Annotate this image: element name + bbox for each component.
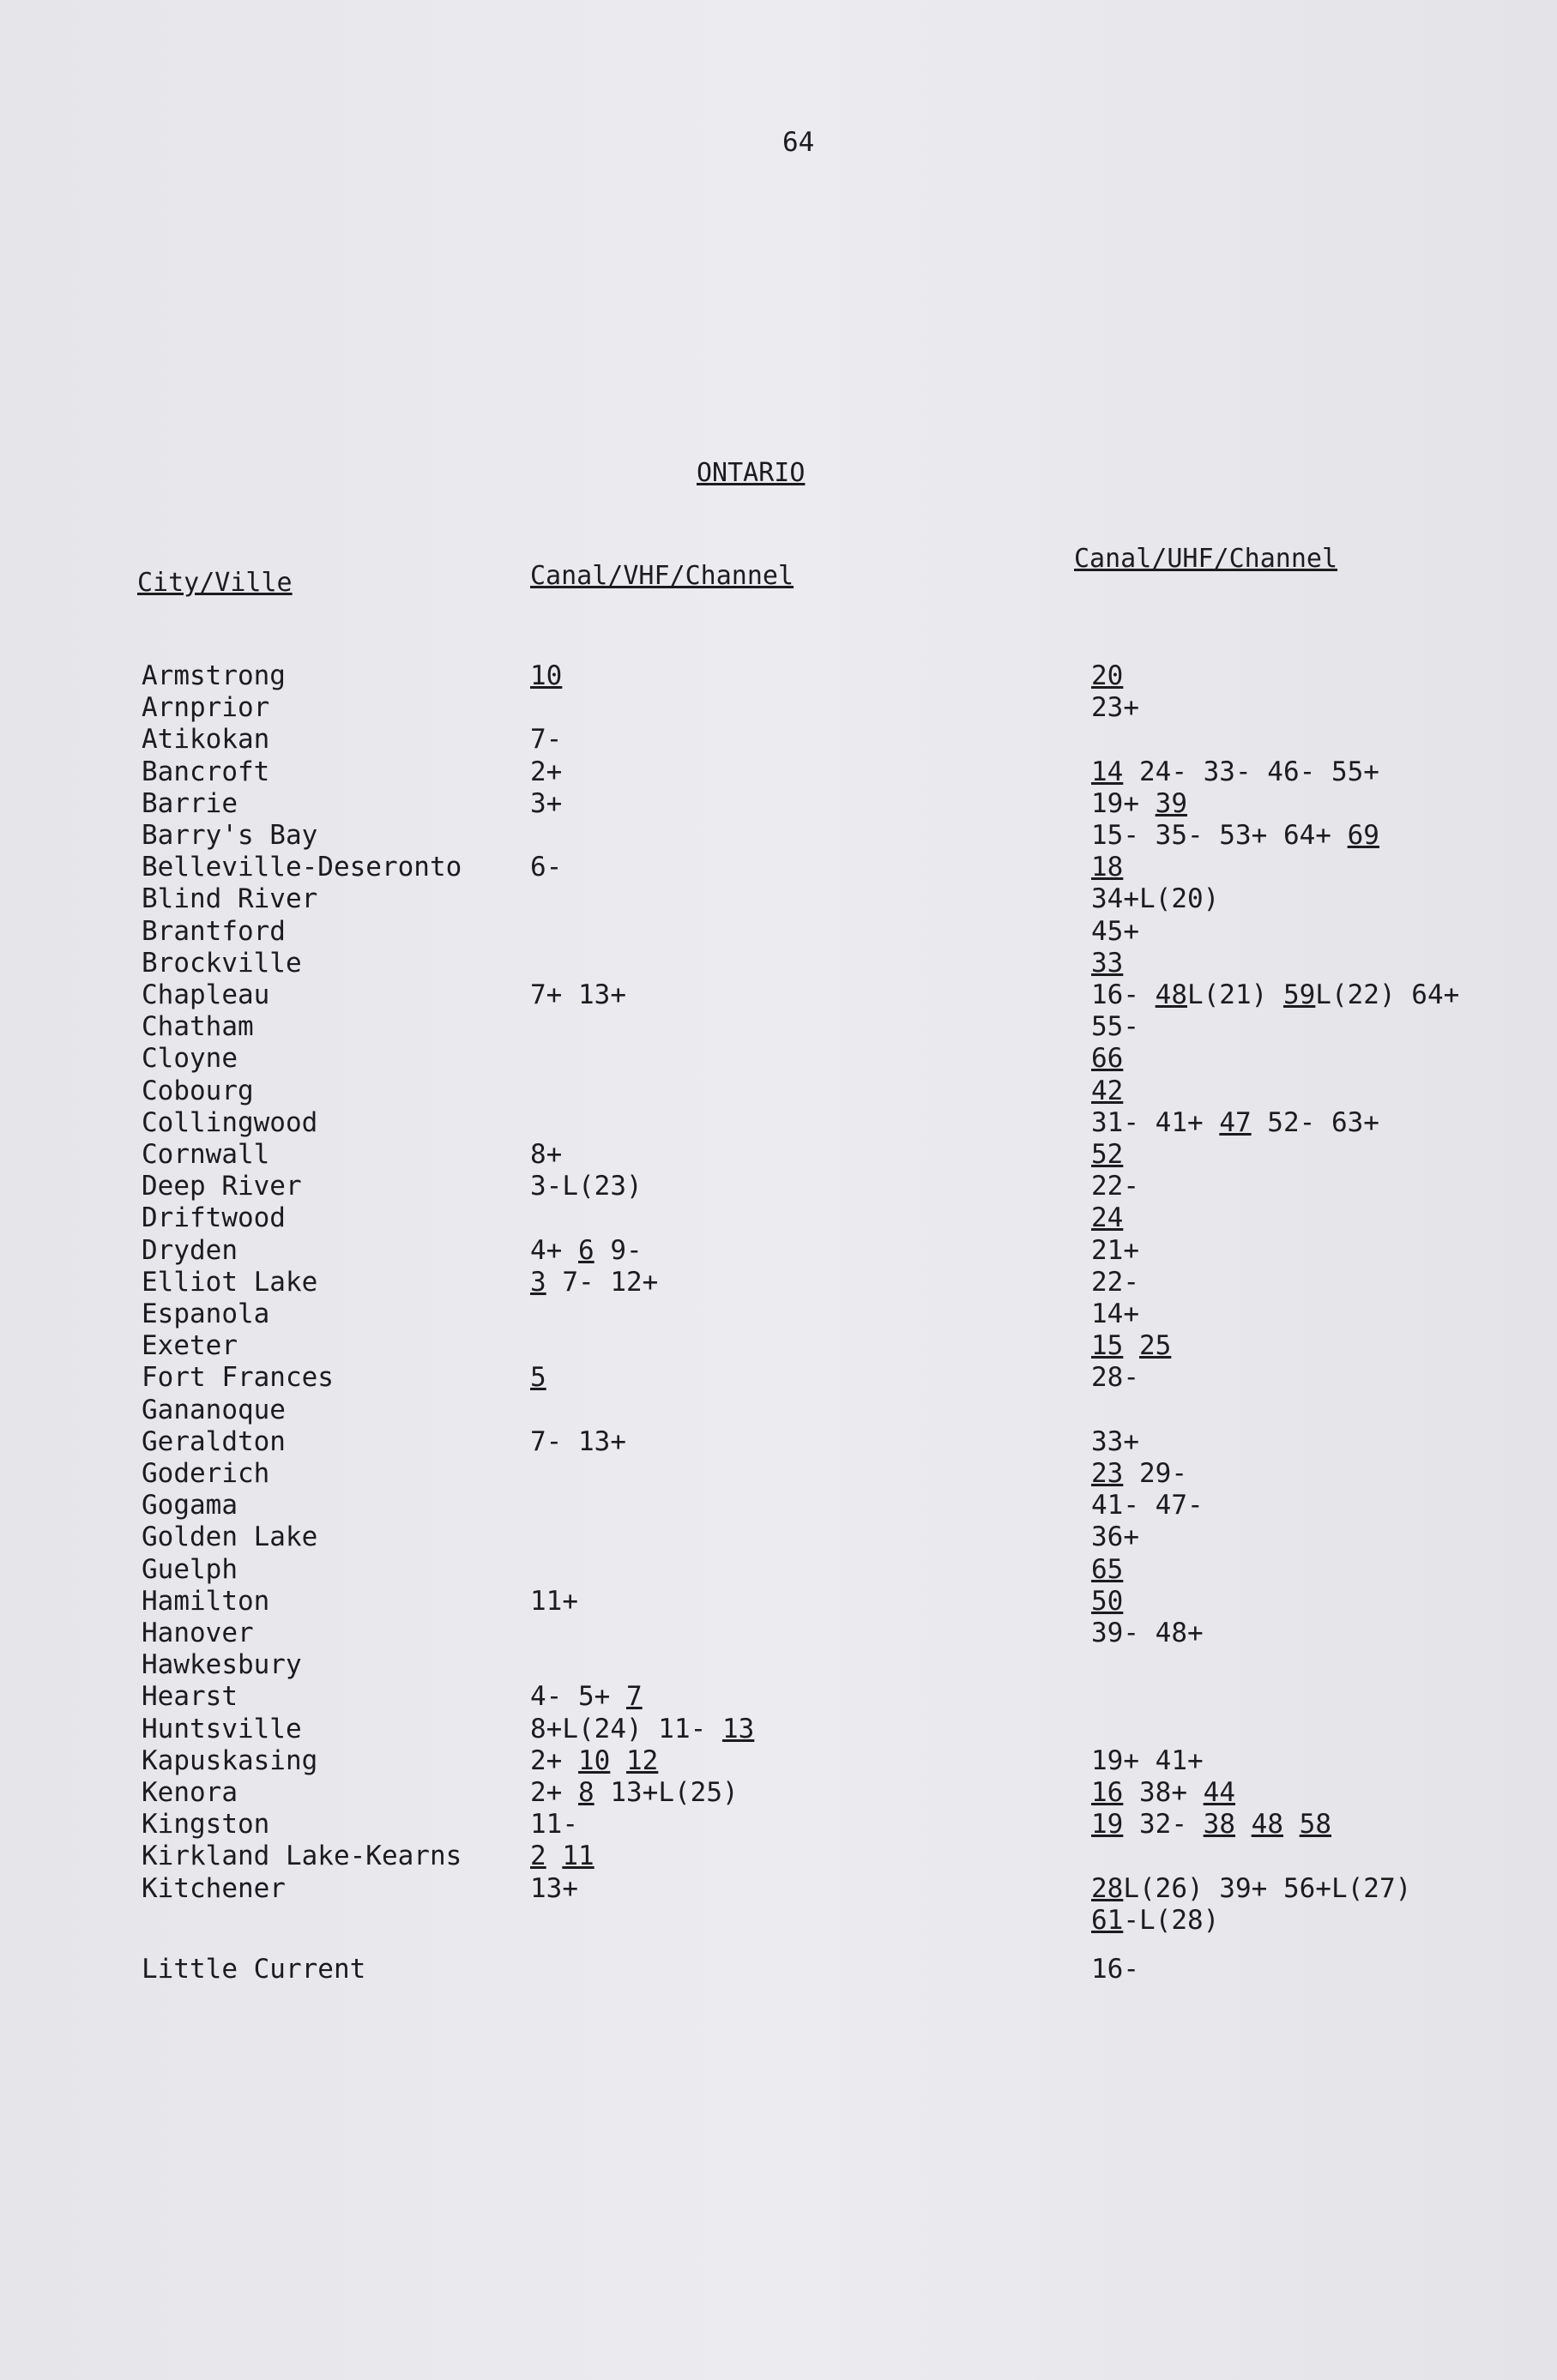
uhf-channels — [1091, 1171, 1139, 1202]
channel-text: 39- 48+ — [1091, 1618, 1204, 1648]
table-row — [0, 1554, 1557, 1586]
uhf-channels — [1091, 756, 1379, 788]
channel-text: 47 — [1219, 1107, 1252, 1138]
uhf-channels — [1091, 692, 1139, 724]
vhf-channels — [530, 788, 562, 820]
uhf-channels — [1091, 883, 1219, 915]
city-name: Bancroft — [142, 756, 270, 787]
channel-text: 10 — [530, 660, 563, 691]
channel-text: 15- 35- 53+ 64+ — [1091, 820, 1348, 851]
page-title: ONTARIO — [697, 458, 806, 488]
uhf-channels — [1091, 1139, 1123, 1171]
city-name: Cornwall — [142, 1139, 270, 1170]
uhf-channels — [1091, 1298, 1139, 1330]
channel-text: 29- — [1123, 1458, 1187, 1489]
channel-text: 14+ — [1091, 1298, 1139, 1329]
table-row — [0, 1235, 1557, 1267]
table-row — [0, 1330, 1557, 1362]
uhf-channels — [1091, 1521, 1139, 1553]
channel-text — [1123, 1330, 1139, 1361]
table-row — [0, 1745, 1557, 1777]
vhf-channels — [530, 1809, 578, 1841]
city-name: Kitchener — [142, 1873, 286, 1904]
channel-text: 34+L(20) — [1091, 883, 1220, 914]
city-name: Little Current — [142, 1954, 366, 1985]
table-row — [0, 1076, 1557, 1107]
uhf-channels — [1091, 1011, 1139, 1043]
channel-text: 12 — [626, 1745, 659, 1776]
channel-text — [546, 1841, 563, 1871]
city-name: Hearst — [142, 1681, 238, 1712]
channel-text: L(21) — [1186, 979, 1283, 1010]
city-name: Geraldton — [142, 1426, 286, 1457]
uhf-channels — [1091, 1809, 1331, 1841]
uhf-channels — [1091, 1202, 1123, 1234]
channel-text: 9- — [594, 1235, 643, 1266]
channel-text: 16- — [1091, 1954, 1139, 1985]
city-name: Barrie — [142, 788, 238, 819]
channel-text: 8+L(24) 11- — [530, 1714, 722, 1744]
table-row — [0, 1362, 1557, 1394]
channel-text: 7 — [625, 1681, 643, 1712]
uhf-channels — [1091, 916, 1139, 948]
table-row — [0, 1521, 1557, 1553]
city-name: Chatham — [142, 1011, 254, 1042]
channel-text: 8 — [578, 1777, 594, 1808]
table-row — [0, 1490, 1557, 1521]
channel-text — [1283, 1809, 1300, 1840]
uhf-channels — [1091, 1458, 1187, 1490]
table-row — [0, 852, 1557, 883]
city-name: Cloyne — [142, 1043, 238, 1074]
channel-text: 61 — [1091, 1905, 1124, 1936]
city-name: Collingwood — [142, 1107, 318, 1138]
table-row — [0, 948, 1557, 979]
table-row — [0, 1426, 1557, 1458]
channel-text: 58 — [1299, 1809, 1331, 1840]
city-name: Guelph — [142, 1554, 238, 1585]
table-row — [0, 1202, 1557, 1234]
vhf-channels — [530, 1586, 578, 1618]
channel-text: 20 — [1091, 660, 1124, 691]
channel-text: 4+ — [530, 1235, 578, 1266]
table-row — [0, 1458, 1557, 1490]
uhf-channels — [1091, 1873, 1411, 1905]
table-row — [0, 788, 1557, 820]
vhf-channels — [530, 1714, 754, 1745]
table-row — [0, 916, 1557, 948]
vhf-channels — [530, 852, 562, 883]
channel-text: 19+ 41+ — [1091, 1745, 1204, 1776]
uhf-channels — [1091, 1426, 1139, 1458]
channel-text: 6 — [578, 1235, 594, 1266]
table-row — [0, 756, 1557, 788]
uhf-channels — [1091, 1362, 1139, 1394]
vhf-channels — [530, 1267, 658, 1298]
uhf-channels — [1091, 1618, 1204, 1649]
column-header-uhf: Canal/UHF/Channel — [1074, 544, 1338, 574]
channel-text: 24- 33- 46- 55+ — [1123, 756, 1379, 787]
table-row — [0, 1011, 1557, 1043]
city-name: Exeter — [142, 1330, 238, 1361]
channel-text: 21+ — [1091, 1235, 1139, 1266]
city-name: Goderich — [142, 1458, 270, 1489]
city-name: Hamilton — [142, 1586, 270, 1617]
channel-text: 22- — [1091, 1171, 1139, 1202]
uhf-channels — [1091, 1777, 1235, 1809]
city-name: Kenora — [142, 1777, 238, 1808]
table-row — [0, 883, 1557, 915]
city-name: Kingston — [142, 1809, 270, 1840]
channel-text: 55- — [1091, 1011, 1139, 1042]
channel-text: 7- 12+ — [546, 1267, 659, 1298]
channel-text: 52- 63+ — [1251, 1107, 1379, 1138]
city-name: Kirkland Lake-Kearns — [142, 1841, 462, 1871]
uhf-channels — [1091, 948, 1123, 979]
channel-text: 3+ — [530, 788, 563, 819]
channel-text: 2+ — [530, 756, 563, 787]
vhf-channels — [530, 1171, 643, 1202]
channel-text: 11 — [562, 1841, 594, 1871]
channel-text: L(26) 39+ 56+L(27) — [1123, 1873, 1412, 1904]
table-row — [0, 1649, 1557, 1681]
page-number: 64 — [782, 127, 815, 158]
channel-text: 7- — [530, 724, 563, 755]
uhf-channels — [1091, 1586, 1123, 1618]
channel-text: 38+ — [1123, 1777, 1204, 1808]
uhf-channels — [1091, 660, 1123, 692]
channel-text: 50 — [1091, 1586, 1124, 1617]
table-row — [0, 1905, 1557, 1937]
vhf-channels — [530, 1873, 578, 1905]
channel-text: 4- 5+ — [530, 1681, 626, 1712]
channel-text: 33+ — [1091, 1426, 1139, 1457]
vhf-channels — [530, 1362, 546, 1394]
city-name: Cobourg — [142, 1076, 254, 1106]
channel-text: 11+ — [530, 1586, 578, 1617]
table-row — [0, 1298, 1557, 1330]
vhf-channels — [530, 1426, 626, 1458]
channel-text: 28- — [1091, 1362, 1139, 1393]
table-row — [0, 1841, 1557, 1872]
city-name: Armstrong — [142, 660, 286, 691]
city-name: Hanover — [142, 1618, 254, 1648]
city-name: Elliot Lake — [142, 1267, 318, 1298]
city-name: Deep River — [142, 1171, 302, 1202]
table-row — [0, 1681, 1557, 1713]
table-row — [0, 1043, 1557, 1075]
table-row — [0, 1777, 1557, 1809]
channel-text: 48 — [1251, 1809, 1283, 1840]
channel-text: 19 — [1091, 1809, 1124, 1840]
channel-text — [610, 1745, 626, 1776]
channel-text: 7+ 13+ — [530, 979, 626, 1010]
channel-text: 69 — [1347, 820, 1379, 851]
table-row — [0, 1395, 1557, 1426]
table-row — [0, 1873, 1557, 1905]
city-name: Espanola — [142, 1298, 270, 1329]
city-name: Brockville — [142, 948, 302, 979]
city-name: Fort Frances — [142, 1362, 334, 1393]
table-row — [0, 1586, 1557, 1618]
channel-text — [1235, 1809, 1252, 1840]
channel-text: 32- — [1123, 1809, 1204, 1840]
uhf-channels — [1091, 1043, 1123, 1075]
channel-text: 16- — [1091, 979, 1156, 1010]
city-name: Hawkesbury — [142, 1649, 302, 1680]
channel-text: 45+ — [1091, 916, 1139, 947]
city-name: Atikokan — [142, 724, 270, 755]
uhf-channels — [1091, 788, 1187, 820]
vhf-channels — [530, 1235, 643, 1267]
uhf-channels — [1091, 1905, 1219, 1937]
column-header-city: City/Ville — [137, 568, 293, 598]
vhf-channels — [530, 1681, 643, 1713]
table-row — [0, 1171, 1557, 1202]
table-row — [0, 1267, 1557, 1298]
vhf-channels — [530, 1139, 562, 1171]
column-header-vhf: Canal/VHF/Channel — [530, 561, 794, 591]
channel-text: 18 — [1091, 852, 1124, 883]
city-name: Brantford — [142, 916, 286, 947]
uhf-channels — [1091, 1745, 1204, 1777]
table-row — [0, 692, 1557, 724]
vhf-channels — [530, 1841, 594, 1872]
channel-text: 7- 13+ — [530, 1426, 626, 1457]
channel-text: 2+ — [530, 1777, 578, 1808]
channel-text: 41- 47- — [1091, 1490, 1204, 1521]
channel-text: 52 — [1091, 1139, 1124, 1170]
city-name: Gananoque — [142, 1395, 286, 1425]
channel-text: 3 — [530, 1267, 546, 1298]
channel-text: 13+ — [530, 1873, 578, 1904]
channel-text: 25 — [1139, 1330, 1172, 1361]
table-row — [0, 820, 1557, 852]
vhf-channels — [530, 724, 562, 756]
uhf-channels — [1091, 1490, 1204, 1521]
city-name: Driftwood — [142, 1202, 286, 1233]
channel-text: L(22) 64+ — [1315, 979, 1460, 1010]
uhf-channels — [1091, 1267, 1139, 1298]
vhf-channels — [530, 1745, 658, 1777]
channel-text: 36+ — [1091, 1521, 1139, 1552]
channel-text: 11- — [530, 1809, 578, 1840]
city-name: Blind River — [142, 883, 318, 914]
channel-text: 6- — [530, 852, 563, 883]
channel-text: 19+ — [1091, 788, 1156, 819]
channel-text: 48 — [1155, 979, 1187, 1010]
vhf-channels — [530, 660, 562, 692]
channel-text: -L(28) — [1123, 1905, 1220, 1936]
city-name: Huntsville — [142, 1714, 302, 1744]
uhf-channels — [1091, 852, 1123, 883]
city-name: Golden Lake — [142, 1521, 318, 1552]
city-name: Belleville-Deseronto — [142, 852, 462, 883]
table-row — [0, 1618, 1557, 1649]
uhf-channels — [1091, 1076, 1123, 1107]
channel-text: 65 — [1091, 1554, 1124, 1585]
channel-text: 10 — [578, 1745, 611, 1776]
channel-text: 23+ — [1091, 692, 1139, 723]
channel-text: 13 — [721, 1714, 755, 1744]
uhf-channels — [1091, 979, 1459, 1011]
channel-text: 3-L(23) — [530, 1171, 643, 1202]
table-row — [0, 979, 1557, 1011]
channel-text: 33 — [1091, 948, 1124, 979]
channel-text: 8+ — [530, 1139, 563, 1170]
channel-text: 66 — [1091, 1043, 1124, 1074]
table-row — [0, 724, 1557, 756]
channel-text: 44 — [1203, 1777, 1235, 1808]
vhf-channels — [530, 979, 626, 1011]
channel-text: 16 — [1091, 1777, 1124, 1808]
uhf-channels — [1091, 1235, 1139, 1267]
channel-text: 2+ — [530, 1745, 578, 1776]
channel-text: 31- 41+ — [1091, 1107, 1220, 1138]
city-name: Arnprior — [142, 692, 270, 723]
channel-text: 59 — [1282, 979, 1316, 1010]
channel-text: 24 — [1091, 1202, 1124, 1233]
uhf-channels — [1091, 1554, 1123, 1586]
channel-text: 42 — [1091, 1076, 1124, 1106]
channel-text: 15 — [1091, 1330, 1124, 1361]
channel-text: 13+L(25) — [594, 1777, 739, 1808]
city-name: Kapuskasing — [142, 1745, 318, 1776]
channel-text: 5 — [530, 1362, 546, 1393]
channel-text: 39 — [1155, 788, 1187, 819]
channel-text: 22- — [1091, 1267, 1139, 1298]
table-row — [0, 660, 1557, 692]
uhf-channels — [1091, 1954, 1139, 1985]
uhf-channels — [1091, 820, 1379, 852]
channel-text: 14 — [1091, 756, 1124, 787]
table-row — [0, 1139, 1557, 1171]
city-name: Gogama — [142, 1490, 238, 1521]
city-name: Chapleau — [142, 979, 270, 1010]
table-row — [0, 1954, 1557, 1985]
channel-text: 38 — [1203, 1809, 1235, 1840]
channel-text: 2 — [530, 1841, 546, 1871]
city-name: Dryden — [142, 1235, 238, 1266]
vhf-channels — [530, 756, 562, 788]
table-row — [0, 1107, 1557, 1139]
city-name: Barry's Bay — [142, 820, 318, 851]
channel-text: 23 — [1091, 1458, 1124, 1489]
vhf-channels — [530, 1777, 739, 1809]
uhf-channels — [1091, 1107, 1379, 1139]
table-row — [0, 1809, 1557, 1841]
table-row — [0, 1714, 1557, 1745]
channel-text: 28 — [1091, 1873, 1124, 1904]
uhf-channels — [1091, 1330, 1171, 1362]
